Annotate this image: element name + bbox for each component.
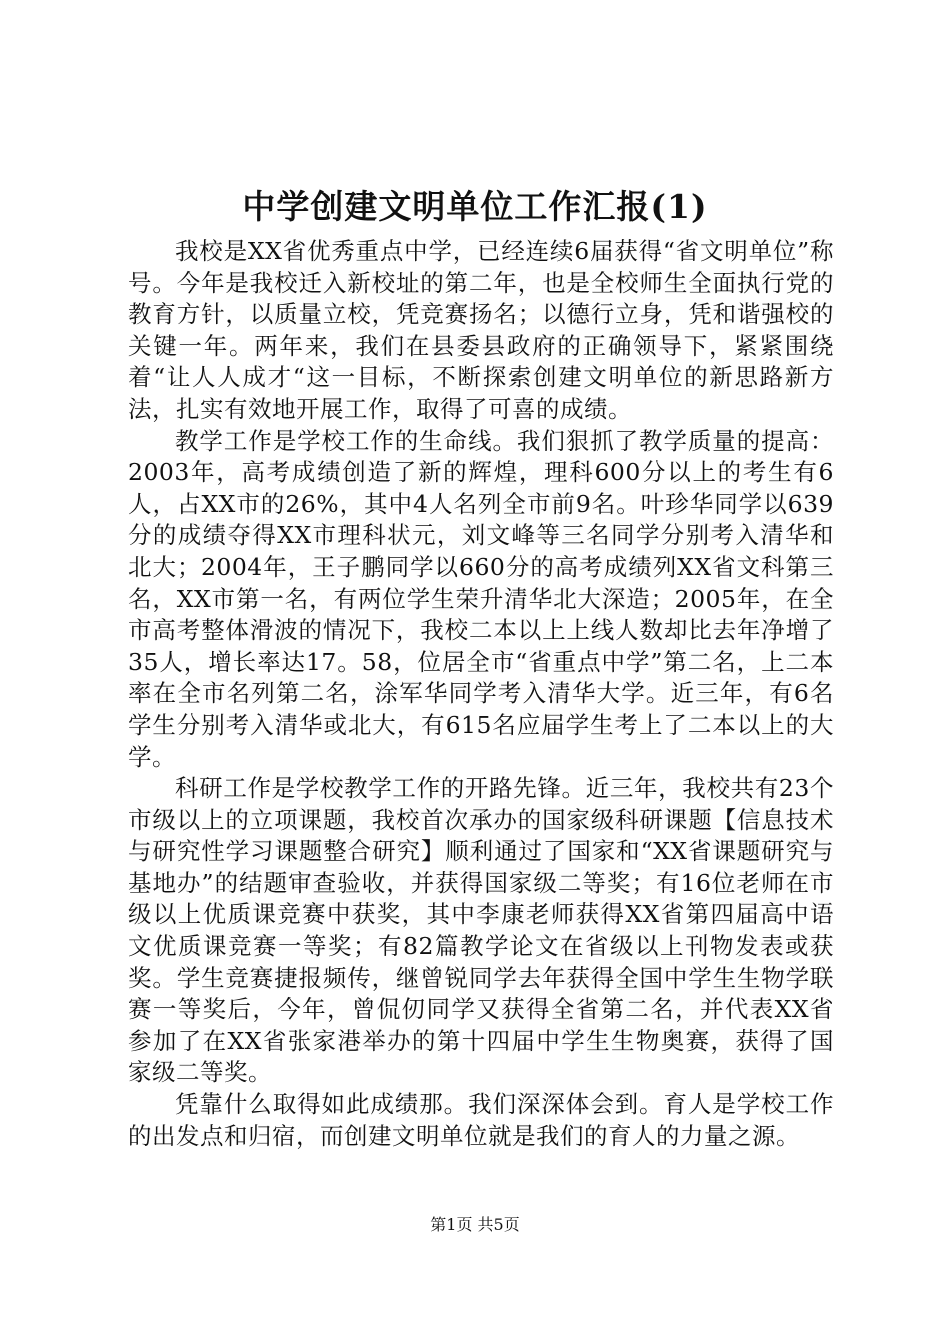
- document-body: [128, 236, 834, 1152]
- paragraph-4: 凭靠什么取得如此成绩那。我们深深体会到。育人是学校工作的出发点和归宿，而创建文明单位就是我们的育人的力量之源。: [128, 1090, 834, 1150]
- paragraph-3: 科研工作是学校教学工作的开路先锋。近三年，我校共有23个市级以上的立项课题，我校首次承办的国家级科研课题【信息技术与研究性学习课题整合研究】顺利通过了国家和“XX省课题研究与基地办”的结题审查验收，并获得国家级二等奖；有16位老师在市级以上优质课竞赛中获奖，其中李康老师获得XX省第四届高中语文优质课竞赛一等奖；有82篇教学论文在省级以上刊物发表或获奖。学生竞赛捷报频传，继曾锐同学去年获得全国中学生生物学联赛一等奖后，今年，曾侃仞同学又获得全省第二名，并代表XX省参加了在XX省张家港举办的第十四届中学生生物奥赛，获得了国家级二等奖。: [128, 774, 834, 1087]
- paragraph-2: 教学工作是学校工作的生命线。我们狠抓了教学质量的提高：2003年，高考成绩创造了新的辉煌，理科600分以上的考生有6人，占XX市的26%，其中4人名列全市前9名。叶珍华同学以639分的成绩夺得XX市理科状元，刘文峰等三名同学分别考入清华和北大；2004年，王子鹏同学以660分的高考成绩列XX省文科第三名，XX市第一名，有两位学生荣升清华北大深造；2005年，在全市高考整体滑波的情况下，我校二本以上上线人数却比去年净增了35人，增长率达17。58，位居全市“省重点中学”第二名，上二本率在全市名列第二名，涂军华同学考入清华大学。近三年，有6名学生分别考入清华或北大，有615名应届学生考上了二本以上的大学。: [128, 426, 834, 771]
- page-footer: 第1页 共5页: [430, 1215, 520, 1234]
- document-title: 中学创建文明单位工作汇报(1): [242, 187, 708, 226]
- paragraph-1: 我校是XX省优秀重点中学，已经连续6届获得“省文明单位”称号。今年是我校迁入新校址的第二年，也是全校师生全面执行党的教育方针，以质量立校，凭竞赛扬名；以德行立身，凭和谐强校的关键一年。两年来，我们在县委县政府的正确领导下，紧紧围绕着“让人人成才“这一目标，不断探索创建文明单位的新思路新方法，扎实有效地开展工作，取得了可喜的成绩。: [128, 237, 834, 423]
